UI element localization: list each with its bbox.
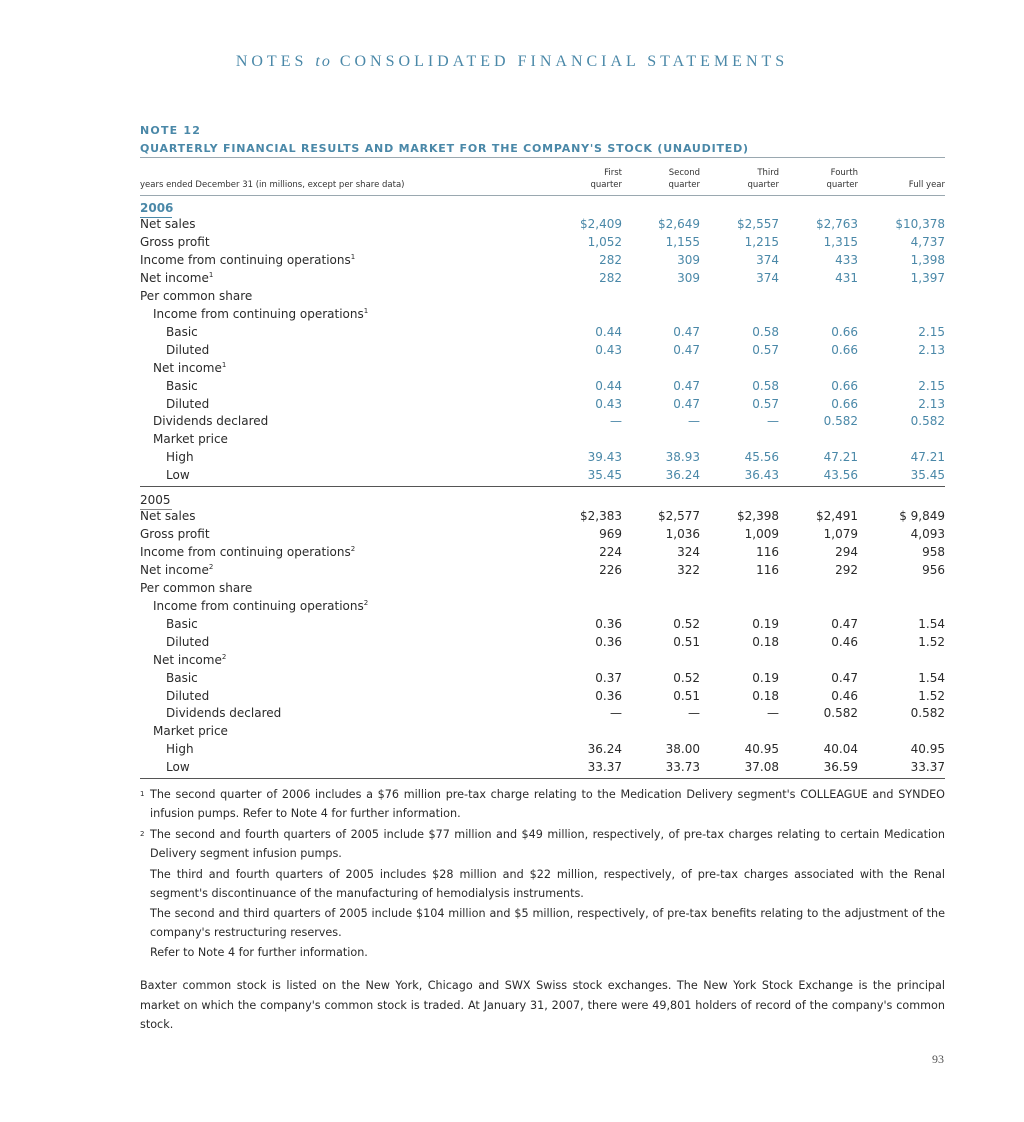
cell-value: 40.04 <box>823 742 858 757</box>
table-row <box>140 397 945 415</box>
row-label-text: Per common share <box>140 580 253 595</box>
row-label <box>166 635 209 649</box>
cell-value: $ 9,849 <box>899 509 945 523</box>
cell-value: 36.43 <box>744 468 779 483</box>
row-label-text: Diluted <box>166 634 210 649</box>
row-label <box>166 760 190 774</box>
table-row <box>140 450 945 468</box>
table-row <box>140 235 945 253</box>
row-label-text: Net income <box>153 360 222 375</box>
cell-value: 116 <box>756 562 779 577</box>
row-label-text: Low <box>166 760 190 775</box>
cell-value: 1.54 <box>918 616 945 631</box>
row-label <box>140 217 195 231</box>
section-year-2006: 2006 <box>140 201 174 215</box>
table-row <box>140 217 945 235</box>
row-label <box>166 617 198 631</box>
footnote-ref: 1 <box>350 252 356 261</box>
row-label-text: Net income <box>140 270 209 285</box>
cell-value: 0.43 <box>595 342 622 357</box>
cell-value: — <box>610 414 622 429</box>
cell-value: 433 <box>835 252 858 267</box>
cell-value: 1,215 <box>744 234 779 249</box>
row-label-text: Income from continuing operations <box>153 598 364 613</box>
cell-value: 374 <box>756 270 779 285</box>
cell-value: 36.24 <box>587 742 622 757</box>
cell-value: 958 <box>922 544 945 559</box>
row-label <box>153 599 368 613</box>
column-header-line1: Third <box>757 168 779 178</box>
row-label <box>140 509 195 523</box>
cell-value: 322 <box>677 562 700 577</box>
table-row <box>140 432 945 450</box>
cell-value: 0.47 <box>831 616 858 631</box>
table-row <box>140 253 945 271</box>
cell-value: 1,155 <box>665 234 700 249</box>
cell-value: 0.58 <box>752 378 779 393</box>
cell-value: $10,378 <box>895 217 945 231</box>
table-row <box>140 325 945 343</box>
cell-value: — <box>767 414 779 429</box>
cell-value: — <box>688 414 700 429</box>
footnote-ref: 2 <box>350 544 356 553</box>
table-row <box>140 760 945 778</box>
page-header <box>0 53 1024 71</box>
row-label-text: Diluted <box>166 396 210 411</box>
cell-value: 47.21 <box>910 450 945 465</box>
row-label-text: Dividends declared <box>153 414 269 429</box>
cell-value: 0.18 <box>752 634 779 649</box>
row-label <box>153 432 228 446</box>
column-header-line2: quarter <box>826 180 858 190</box>
cell-value: 309 <box>677 270 700 285</box>
table-row <box>140 414 945 432</box>
footnote-1: The second quarter of 2006 includes a $76 million pre-tax charge relating to the Medication Delivery segment's COLLEAGUE and SYNDEO infusion pumps. Refer to Note 4 for further information. <box>150 788 945 820</box>
cell-value: 0.58 <box>752 324 779 339</box>
cell-value: $2,383 <box>580 509 622 523</box>
cell-value: 1.52 <box>918 634 945 649</box>
cell-value: 0.582 <box>910 706 945 721</box>
row-label <box>140 527 210 541</box>
footnote-2c: The second and third quarters of 2005 include $104 million and $5 million, respectively, of pre-tax benefits relating to the adjustment of the company's restructuring reserves. <box>150 907 945 939</box>
row-label <box>166 671 198 685</box>
cell-value: 1,052 <box>587 234 622 249</box>
row-label <box>140 289 252 303</box>
row-label <box>166 450 194 464</box>
row-label <box>166 742 194 756</box>
cell-value: 0.582 <box>823 706 858 721</box>
row-label <box>153 724 228 738</box>
cell-value: 2.15 <box>918 324 945 339</box>
cell-value: 0.47 <box>673 396 700 411</box>
cell-value: 0.36 <box>595 634 622 649</box>
column-header-line2: Full year <box>908 180 945 190</box>
cell-value: 956 <box>922 562 945 577</box>
cell-value: $2,409 <box>580 217 622 231</box>
cell-value: $2,398 <box>737 509 779 523</box>
cell-value: 0.51 <box>673 634 700 649</box>
table-row <box>140 671 945 689</box>
footnote-2-mark: 2 <box>140 830 145 838</box>
table-row <box>140 307 945 325</box>
row-label <box>140 253 355 267</box>
cell-value: 282 <box>599 270 622 285</box>
row-label-text: Basic <box>166 324 198 339</box>
cell-value: 43.56 <box>823 468 858 483</box>
cell-value: 969 <box>599 526 622 541</box>
column-header-4 <box>826 167 858 191</box>
cell-value: 4,093 <box>910 526 945 541</box>
cell-value: 0.47 <box>673 342 700 357</box>
row-label <box>153 653 226 667</box>
row-label-text: Market price <box>153 432 228 447</box>
table-row <box>140 653 945 671</box>
header-title: CONSOLIDATED FINANCIAL STATEMENTS <box>339 53 789 70</box>
cell-value: — <box>767 706 779 721</box>
cell-value: 0.37 <box>595 670 622 685</box>
cell-value: 1,315 <box>823 234 858 249</box>
column-header-line2: quarter <box>747 180 779 190</box>
cell-value: 4,737 <box>910 234 945 249</box>
footnote-ref: 1 <box>363 306 369 315</box>
cell-value: 0.36 <box>595 616 622 631</box>
row-label-text: Gross profit <box>140 526 210 541</box>
footnote-2d: Refer to Note 4 for further information. <box>150 946 368 959</box>
rule-top <box>140 157 945 158</box>
cell-value: 1,036 <box>665 526 700 541</box>
note-label: NOTE 12 <box>140 124 202 137</box>
cell-value: 0.44 <box>595 378 622 393</box>
footnote-1-mark: 1 <box>140 790 145 798</box>
cell-value: 309 <box>677 252 700 267</box>
rule-table-bottom <box>140 778 945 779</box>
row-label <box>153 307 368 321</box>
cell-value: 1,079 <box>823 526 858 541</box>
table-row <box>140 361 945 379</box>
footnote-ref: 2 <box>208 562 214 571</box>
cell-value: 0.18 <box>752 688 779 703</box>
cell-value: 226 <box>599 562 622 577</box>
footnote-ref: 1 <box>221 360 227 369</box>
cell-value: 0.47 <box>831 670 858 685</box>
row-label-text: Diluted <box>166 342 210 357</box>
cell-value: 0.66 <box>831 396 858 411</box>
table-row <box>140 289 945 307</box>
row-label <box>166 689 209 703</box>
column-header-line1 <box>909 167 945 179</box>
row-label <box>140 235 210 249</box>
cell-value: 374 <box>756 252 779 267</box>
cell-value: 294 <box>835 544 858 559</box>
cell-value: $2,649 <box>658 217 700 231</box>
cell-value: 324 <box>677 544 700 559</box>
row-label-text: Diluted <box>166 688 210 703</box>
cell-value: 0.36 <box>595 688 622 703</box>
row-label <box>166 468 190 482</box>
footnote-2b: The third and fourth quarters of 2005 includes $28 million and $22 million, respectively, of pre-tax charges associated with the Renal segment's discontinuance of the manufacturing of hemodialysis instruments. <box>150 868 945 900</box>
cell-value: 1.52 <box>918 688 945 703</box>
row-label <box>140 545 355 559</box>
row-label-text: Income from continuing operations <box>140 252 351 267</box>
row-label-text: Market price <box>153 724 228 739</box>
table-row <box>140 545 945 563</box>
cell-value: 35.45 <box>587 468 622 483</box>
column-header-line2: quarter <box>590 180 622 190</box>
cell-value: 1,398 <box>910 252 945 267</box>
cell-value: 0.57 <box>752 342 779 357</box>
section-year-2005: 2005 <box>140 493 171 507</box>
footnote-ref: 2 <box>363 598 369 607</box>
cell-value: 0.57 <box>752 396 779 411</box>
cell-value: 116 <box>756 544 779 559</box>
row-label-text: High <box>166 450 194 465</box>
cell-value: 1,397 <box>910 270 945 285</box>
cell-value: 33.37 <box>587 760 622 775</box>
row-label-text: Gross profit <box>140 234 210 249</box>
cell-value: 45.56 <box>744 450 779 465</box>
cell-value: 2.15 <box>918 378 945 393</box>
table-caption: years ended December 31 (in millions, except per share data) <box>140 180 405 190</box>
row-label-text: Net sales <box>140 217 196 231</box>
table-row <box>140 563 945 581</box>
cell-value: 292 <box>835 562 858 577</box>
cell-value: 1.54 <box>918 670 945 685</box>
cell-value: — <box>610 706 622 721</box>
cell-value: 0.582 <box>910 414 945 429</box>
column-header-line1: First <box>604 168 622 178</box>
row-label <box>166 397 209 411</box>
cell-value: $2,577 <box>658 509 700 523</box>
header-to: to <box>315 53 332 70</box>
cell-value: 47.21 <box>823 450 858 465</box>
cell-value: 37.08 <box>744 760 779 775</box>
cell-value: 39.43 <box>587 450 622 465</box>
cell-value: 0.46 <box>831 688 858 703</box>
table-row <box>140 581 945 599</box>
row-label <box>153 414 268 428</box>
cell-value: 0.66 <box>831 324 858 339</box>
rule-header <box>140 195 945 196</box>
cell-value: 431 <box>835 270 858 285</box>
cell-value: 224 <box>599 544 622 559</box>
row-label-text: Net income <box>153 652 222 667</box>
row-label-text: Basic <box>166 670 198 685</box>
footnote-2a: The second and fourth quarters of 2005 include $77 million and $49 million, respectively, of pre-tax charges relating to certain Medication Delivery segment infusion pumps. <box>150 828 945 860</box>
closing-paragraph: Baxter common stock is listed on the New York, Chicago and SWX Swiss stock exchanges. The New York Stock Exchange is the principal market on which the company's common stock is traded. At January 31, 2007, there were 49,801 holders of record of the company's common stock. <box>140 979 945 1031</box>
cell-value: 38.93 <box>665 450 700 465</box>
table-row <box>140 468 945 486</box>
cell-value: 0.19 <box>752 616 779 631</box>
cell-value: 282 <box>599 252 622 267</box>
row-label <box>140 271 213 285</box>
cell-value: 40.95 <box>910 742 945 757</box>
table-row <box>140 724 945 742</box>
cell-value: $2,763 <box>816 217 858 231</box>
table-row <box>140 689 945 707</box>
cell-value: 35.45 <box>910 468 945 483</box>
column-header-5 <box>909 167 945 191</box>
table-row <box>140 617 945 635</box>
cell-value: $2,491 <box>816 509 858 523</box>
row-label <box>166 343 209 357</box>
cell-value: 2.13 <box>918 342 945 357</box>
table-row <box>140 635 945 653</box>
row-label <box>166 379 198 393</box>
row-label-text: Dividends declared <box>166 706 282 721</box>
table-row <box>140 599 945 617</box>
row-label-text: Income from continuing operations <box>140 544 351 559</box>
cell-value: 0.47 <box>673 324 700 339</box>
rule-section-divider <box>140 486 945 487</box>
row-label-text: Per common share <box>140 288 253 303</box>
column-header-2 <box>668 167 700 191</box>
cell-value: 0.52 <box>673 670 700 685</box>
table-row <box>140 343 945 361</box>
table-row <box>140 379 945 397</box>
table-row <box>140 527 945 545</box>
cell-value: 40.95 <box>744 742 779 757</box>
table-row <box>140 706 945 724</box>
cell-value: 38.00 <box>665 742 700 757</box>
footnote-ref: 2 <box>221 652 227 661</box>
row-label-text: Net income <box>140 562 209 577</box>
cell-value: 33.37 <box>910 760 945 775</box>
cell-value: 0.52 <box>673 616 700 631</box>
note-title: QUARTERLY FINANCIAL RESULTS AND MARKET FOR THE COMPANY'S STOCK (UNAUDITED) <box>140 142 749 155</box>
cell-value: 0.19 <box>752 670 779 685</box>
page-number: 93 <box>932 1052 944 1066</box>
row-label-text: Income from continuing operations <box>153 306 364 321</box>
cell-value: 0.47 <box>673 378 700 393</box>
cell-value: 0.582 <box>823 414 858 429</box>
row-label-text: Basic <box>166 616 198 631</box>
table-row <box>140 742 945 760</box>
cell-value: $2,557 <box>737 217 779 231</box>
cell-value: 33.73 <box>665 760 700 775</box>
row-label-text: High <box>166 742 194 757</box>
cell-value: 36.24 <box>665 468 700 483</box>
row-label <box>153 361 226 375</box>
row-label <box>166 706 281 720</box>
cell-value: 2.13 <box>918 396 945 411</box>
column-header-line1: Second <box>668 168 700 178</box>
cell-value: 0.46 <box>831 634 858 649</box>
table-row <box>140 271 945 289</box>
row-label <box>166 325 198 339</box>
row-label-text: Net sales <box>140 509 196 523</box>
row-label-text: Basic <box>166 378 198 393</box>
footnote-ref: 1 <box>208 270 214 279</box>
table-row <box>140 509 945 527</box>
cell-value: 0.44 <box>595 324 622 339</box>
column-header-3 <box>747 167 779 191</box>
row-label <box>140 581 252 595</box>
column-header-line1: Fourth <box>830 168 858 178</box>
cell-value: 0.66 <box>831 378 858 393</box>
cell-value: 0.66 <box>831 342 858 357</box>
header-notes: NOTES <box>235 53 308 70</box>
column-header-line2: quarter <box>668 180 700 190</box>
cell-value: 0.43 <box>595 396 622 411</box>
cell-value: 1,009 <box>744 526 779 541</box>
row-label <box>140 563 213 577</box>
row-label-text: Low <box>166 468 190 483</box>
column-header-1 <box>590 167 622 191</box>
cell-value: 0.51 <box>673 688 700 703</box>
cell-value: 36.59 <box>823 760 858 775</box>
cell-value: — <box>688 706 700 721</box>
